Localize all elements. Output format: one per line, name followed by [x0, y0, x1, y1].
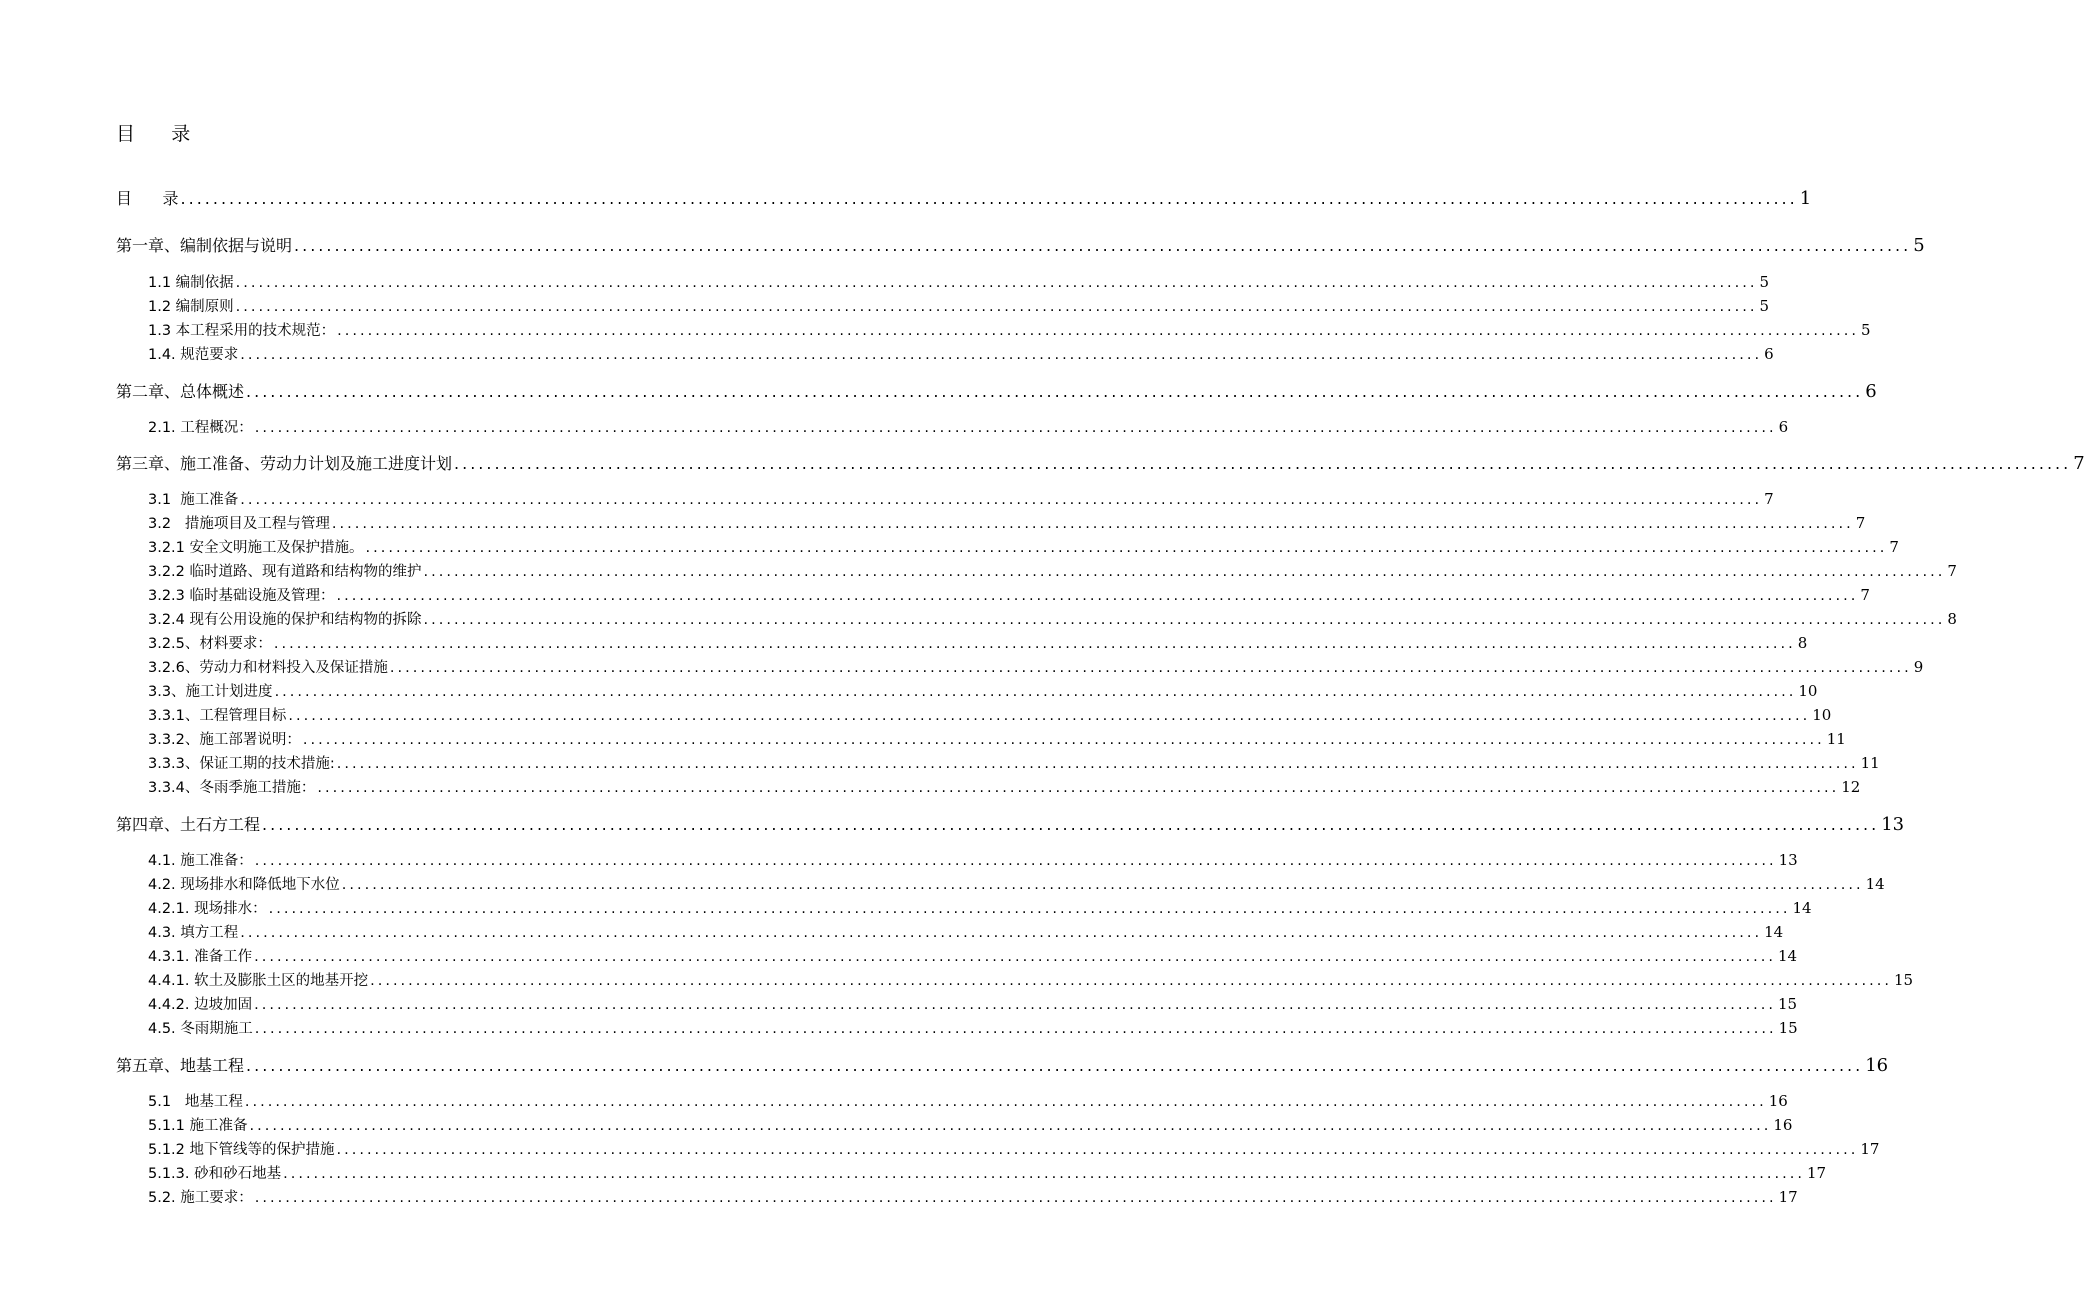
toc-page-number: 5	[1759, 297, 1770, 315]
toc-entry[interactable]	[148, 295, 1770, 317]
toc-dot-leader: ........................................................................................................................................................................................................	[317, 780, 1840, 796]
toc-entry-label: 3.3.3、保证工期的技术措施:	[148, 756, 335, 772]
toc-entry[interactable]	[148, 849, 1798, 871]
toc-entry[interactable]	[148, 704, 1832, 726]
toc-entry[interactable]	[148, 608, 1957, 630]
toc-dot-leader: ........................................................................................................................................................................................................	[235, 275, 1758, 291]
toc-entry-label: 第一章、编制依据与说明	[116, 236, 293, 255]
toc-entry-label: 4.2.1. 现场排水：	[148, 901, 267, 917]
toc-entry-label: 5.1 地基工程	[148, 1094, 243, 1110]
toc-entry[interactable]	[148, 776, 1861, 798]
toc-entry[interactable]	[148, 680, 1818, 702]
toc-dot-leader: ........................................................................................................................................................................................................	[331, 516, 1854, 532]
toc-dot-leader: ........................................................................................................................................................................................................	[365, 540, 1888, 556]
toc-entry-label: 3.2.3 临时基础设施及管理：	[148, 588, 335, 604]
toc-page-number: 14	[1792, 899, 1812, 917]
toc-entry[interactable]	[116, 234, 1925, 258]
toc-dot-leader: ........................................................................................................................................................................................................	[336, 588, 1859, 604]
toc-entry[interactable]	[148, 1138, 1880, 1160]
toc-dot-leader: ........................................................................................................................................................................................................	[302, 732, 1825, 748]
toc-page-number: 17	[1860, 1140, 1880, 1158]
toc-entry-label: 4.5. 冬雨期施工	[148, 1021, 253, 1037]
toc-entry[interactable]	[148, 584, 1870, 606]
toc-dot-leader: ........................................................................................................................................................................................................	[254, 1021, 1777, 1037]
toc-entry-label: 1.3 本工程采用的技术规范：	[148, 323, 336, 339]
toc-dot-leader: ........................................................................................................................................................................................................	[336, 1142, 1859, 1158]
toc-entry-label: 3.3.4、冬雨季施工措施：	[148, 780, 316, 796]
toc-entry[interactable]	[148, 945, 1798, 967]
toc-entry-label: 4.3.1. 准备工作	[148, 949, 253, 965]
toc-dot-leader: ........................................................................................................................................................................................................	[254, 997, 1776, 1013]
toc-entry-label: 3.3、施工计划进度	[148, 684, 273, 700]
toc-page-number: 14	[1764, 923, 1784, 941]
toc-page-number: 7	[1764, 490, 1774, 508]
toc-entry-label: 5.1.1 施工准备	[148, 1118, 248, 1134]
toc-dot-leader: ........................................................................................................................................................................................................	[240, 925, 1763, 941]
toc-page-number: 7	[1855, 514, 1866, 532]
toc-entry-label: 第五章、地基工程	[116, 1056, 245, 1075]
toc-entry-label: 5.1.2 地下管线等的保护措施	[148, 1142, 335, 1158]
toc-entry[interactable]	[148, 728, 1846, 750]
toc-dot-leader: ........................................................................................................................................................................................................	[240, 347, 1763, 363]
toc-entry-label: 3.2 措施项目及工程与管理	[148, 516, 330, 532]
toc-entry[interactable]	[148, 632, 1808, 654]
toc-entry-label: 4.1. 施工准备：	[148, 853, 253, 869]
toc-page-number: 10	[1798, 682, 1818, 700]
toc-entry-label: 2.1. 工程概况：	[148, 420, 253, 436]
toc-dot-leader: ........................................................................................................................................................................................................	[370, 973, 1892, 989]
toc-dot-leader: ........................................................................................................................................................................................................	[389, 660, 1912, 676]
toc-entry-label: 3.2.2 临时道路、现有道路和结构物的维护	[148, 564, 422, 580]
toc-page-number: 13	[1778, 851, 1798, 869]
toc-dot-leader: ........................................................................................................................................................................................................	[240, 492, 1763, 508]
toc-page-number: 17	[1806, 1164, 1827, 1182]
toc-entry-label: 目 录	[116, 189, 179, 208]
toc-dot-leader: ........................................................................................................................................................................................................	[288, 708, 1811, 724]
toc-entry-label: 1.4. 规范要求	[148, 347, 239, 363]
toc-dot-leader: ........................................................................................................................................................................................................	[294, 236, 1912, 255]
toc-entry[interactable]	[148, 1162, 1827, 1184]
toc-entry[interactable]	[116, 452, 2085, 476]
toc-dot-leader: ........................................................................................................................................................................................................	[423, 612, 1946, 628]
toc-page-number: 13	[1881, 814, 1905, 835]
toc-page-number: 5	[1861, 321, 1871, 339]
toc-page-number: 16	[1768, 1092, 1788, 1110]
toc-entry-label: 1.2 编制原则	[148, 299, 234, 315]
toc-dot-leader: ........................................................................................................................................................................................................	[273, 636, 1796, 652]
toc-entry-label: 第三章、施工准备、劳动力计划及施工进度计划	[116, 454, 453, 473]
toc-entry-label: 4.4.1. 软土及膨胀土区的地基开挖	[148, 973, 369, 989]
toc-entry-label: 5.2. 施工要求：	[148, 1190, 253, 1206]
toc-entry-label: 4.2. 现场排水和降低地下水位	[148, 877, 340, 893]
toc-page-number: 8	[1797, 634, 1808, 652]
toc-page-number: 7	[2073, 453, 2085, 474]
toc-page-number: 6	[1865, 381, 1877, 402]
toc-entry-label: 4.3. 填方工程	[148, 925, 239, 941]
toc-dot-leader: ........................................................................................................................................................................................................	[254, 420, 1777, 436]
toc-page-number: 14	[1777, 947, 1798, 965]
toc-page-number: 12	[1841, 778, 1861, 796]
toc-dot-leader: ........................................................................................................................................................................................................	[180, 189, 1798, 208]
toc-page-number: 16	[1773, 1116, 1793, 1134]
toc-entry[interactable]	[148, 921, 1784, 943]
toc-page-number: 15	[1893, 971, 1914, 989]
toc-dot-leader: ........................................................................................................................................................................................................	[254, 1190, 1777, 1206]
toc-dot-leader: ........................................................................................................................................................................................................	[254, 949, 1776, 965]
toc-entry[interactable]	[148, 560, 1957, 582]
toc-page-number: 16	[1865, 1055, 1889, 1076]
toc-dot-leader: ........................................................................................................................................................................................................	[336, 756, 1859, 772]
toc-entry-label: 4.4.2. 边坡加固	[148, 997, 253, 1013]
toc-entry-label: 3.3.1、工程管理目标	[148, 708, 287, 724]
toc-entry-label: 5.1.3. 砂和砂石地基	[148, 1166, 282, 1182]
toc-entry-label: 3.3.2、施工部署说明：	[148, 732, 301, 748]
toc-entry[interactable]	[116, 813, 1905, 837]
toc-page-number: 11	[1826, 730, 1846, 748]
toc-page-number: 1	[1799, 188, 1812, 209]
toc-dot-leader: ........................................................................................................................................................................................................	[246, 1056, 1864, 1075]
toc-dot-leader: ........................................................................................................................................................................................................	[268, 901, 1791, 917]
toc-entry[interactable]	[148, 536, 1899, 558]
toc-entry[interactable]	[148, 897, 1812, 919]
toc-entry[interactable]	[148, 656, 1924, 678]
toc-entry[interactable]	[148, 416, 1789, 438]
toc-entry-label: 第二章、总体概述	[116, 382, 245, 401]
toc-page-number: 15	[1778, 1019, 1798, 1037]
toc-entry-label: 3.2.1 安全文明施工及保护措施。	[148, 540, 364, 556]
toc-dot-leader: ........................................................................................................................................................................................................	[249, 1118, 1772, 1134]
toc-entry[interactable]	[148, 752, 1880, 774]
toc-page-number: 7	[1860, 586, 1870, 604]
toc-entry-label: 第四章、土石方工程	[116, 815, 261, 834]
toc-entry[interactable]	[116, 380, 1877, 404]
toc-page-number: 15	[1777, 995, 1798, 1013]
toc-heading: 目 录	[116, 123, 191, 145]
toc-entry[interactable]	[148, 1114, 1793, 1136]
toc-page-number: 6	[1764, 345, 1774, 363]
toc-dot-leader: ........................................................................................................................................................................................................	[262, 815, 1880, 834]
toc-entry[interactable]	[148, 993, 1798, 1015]
toc-entry[interactable]	[116, 1054, 1889, 1078]
toc-dot-leader: ........................................................................................................................................................................................................	[341, 877, 1864, 893]
toc-dot-leader: ........................................................................................................................................................................................................	[254, 853, 1777, 869]
toc-dot-leader: ........................................................................................................................................................................................................	[274, 684, 1797, 700]
toc-page-number: 8	[1947, 610, 1957, 628]
toc-entry[interactable]	[148, 1186, 1798, 1208]
toc-entry[interactable]	[148, 969, 1914, 991]
toc-dot-leader: ........................................................................................................................................................................................................	[235, 299, 1758, 315]
toc-dot-leader: ........................................................................................................................................................................................................	[337, 323, 1859, 339]
toc-page-number: 9	[1913, 658, 1924, 676]
toc-entry[interactable]	[148, 271, 1770, 293]
toc-page-number: 6	[1778, 418, 1789, 436]
toc-page-number: 11	[1860, 754, 1880, 772]
toc-entry-label: 1.1 编制依据	[148, 275, 234, 291]
toc-entry[interactable]	[148, 512, 1866, 534]
toc-dot-leader: ........................................................................................................................................................................................................	[244, 1094, 1767, 1110]
toc-page-number: 7	[1889, 538, 1899, 556]
toc-entry-label: 3.2.4 现有公用设施的保护和结构物的拆除	[148, 612, 422, 628]
toc-entry[interactable]	[148, 1090, 1788, 1112]
toc-page-number: 7	[1947, 562, 1957, 580]
toc-entry-label: 3.2.5、材料要求：	[148, 636, 272, 652]
toc-dot-leader: ........................................................................................................................................................................................................	[283, 1166, 1805, 1182]
toc-page-number: 17	[1778, 1188, 1798, 1206]
toc-page-number: 5	[1913, 235, 1925, 256]
toc-page-number: 10	[1812, 706, 1832, 724]
toc-dot-leader: ........................................................................................................................................................................................................	[423, 564, 1946, 580]
toc-entry[interactable]	[116, 187, 1812, 211]
toc-dot-leader: ........................................................................................................................................................................................................	[246, 382, 1864, 401]
toc-entry[interactable]	[148, 343, 1774, 365]
toc-entry-label: 3.2.6、劳动力和材料投入及保证措施	[148, 660, 388, 676]
toc-dot-leader: ........................................................................................................................................................................................................	[454, 454, 2072, 473]
toc-entry[interactable]	[148, 488, 1774, 510]
toc-entry[interactable]	[148, 319, 1871, 341]
toc-entry[interactable]	[148, 873, 1885, 895]
toc-page-number: 14	[1865, 875, 1885, 893]
toc-entry-label: 3.1 施工准备	[148, 492, 239, 508]
toc-page-number: 5	[1759, 273, 1770, 291]
toc-entry[interactable]	[148, 1017, 1798, 1039]
